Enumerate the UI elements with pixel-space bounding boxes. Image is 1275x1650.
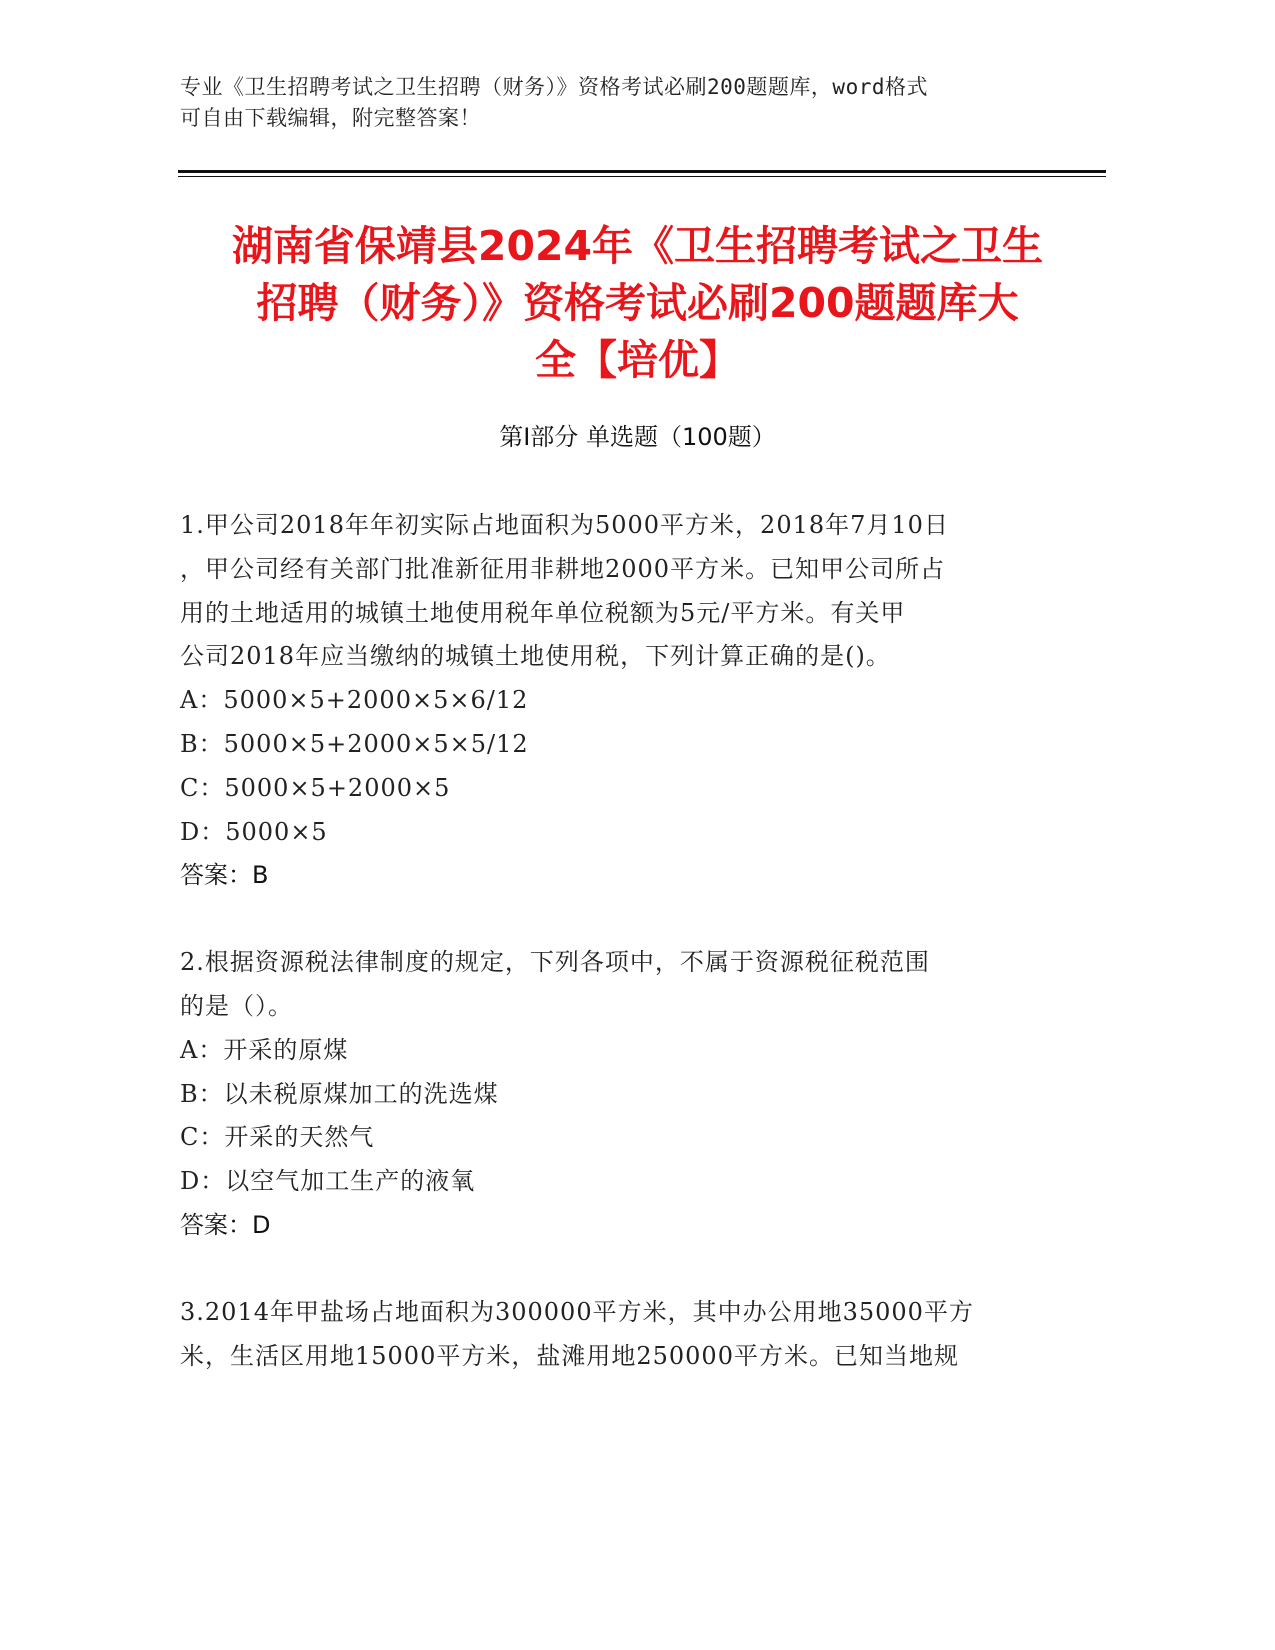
question-stem-line: 1.甲公司2018年年初实际占地面积为5000平方米，2018年7月10日 [180, 511, 949, 539]
option-a: A：5000×5+2000×5×6/12 [180, 686, 529, 715]
option-b: B：5000×5+2000×5×5/12 [180, 729, 529, 758]
question-stem-line: 的是（）。 [180, 991, 293, 1020]
option-b: B：以未税原煤加工的洗选煤 [180, 1079, 499, 1108]
answer: 答案：D [180, 1210, 271, 1239]
question-stem-line: 2.根据资源税法律制度的规定，下列各项中，不属于资源税征税范围 [180, 948, 930, 977]
question-stem-line: 用的土地适用的城镇土地使用税年单位税额为5元/平方米。有关甲 [180, 598, 906, 627]
section-title: 第Ⅰ部分 单选题（100题） [499, 423, 776, 451]
question-spacer [180, 898, 1050, 941]
header-divider-thick [178, 170, 1106, 173]
option-a: A：开采的原煤 [180, 1035, 349, 1064]
question-stem-line: 公司2018年应当缴纳的城镇土地使用税，下列计算正确的是()。 [180, 642, 891, 671]
header-note-line: 专业《卫生招聘考试之卫生招聘（财务）》资格考试必刷200题题库，word格式 [180, 75, 928, 99]
question-1 [180, 504, 1050, 898]
option-c: C：5000×5+2000×5 [180, 773, 451, 802]
title-line: 招聘（财务）》资格考试必刷200题题库大 [256, 279, 1019, 327]
question-2 [180, 941, 1050, 1248]
option-c: C：开采的天然气 [180, 1123, 375, 1152]
title-line: 全【培优】 [535, 336, 740, 384]
option-d: D：以空气加工生产的液氧 [180, 1167, 476, 1196]
question-stem-line: ，甲公司经有关部门批准新征用非耕地2000平方米。已知甲公司所占 [180, 554, 946, 583]
question-stem-line: 米，生活区用地15000平方米，盐滩用地250000平方米。已知当地规 [180, 1341, 959, 1370]
question-spacer [180, 1248, 1050, 1291]
header-divider-thin [178, 176, 1106, 177]
document-title [150, 218, 1125, 389]
title-line: 湖南省保靖县2024年《卫生招聘考试之卫生 [231, 222, 1044, 270]
option-d: D：5000×5 [180, 817, 328, 846]
question-list [180, 504, 1050, 1378]
question-stem-line: 3.2014年甲盐场占地面积为300000平方米，其中办公用地35000平方 [180, 1297, 974, 1326]
header-note [180, 72, 1060, 134]
header-note-line: 可自由下载编辑，附完整答案！ [180, 106, 481, 130]
answer: 答案：B [180, 861, 269, 890]
question-3 [180, 1291, 1050, 1379]
